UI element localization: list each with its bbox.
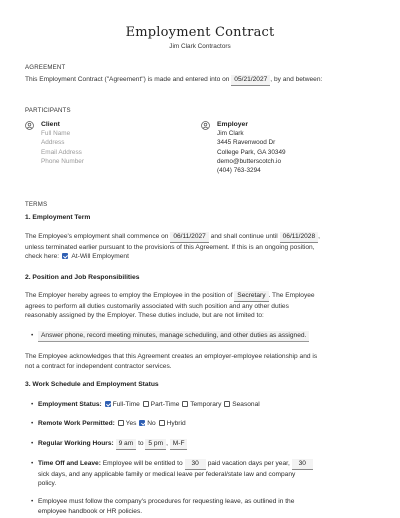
full-time-label: Full-Time (112, 401, 140, 408)
time-off-label: Time Off and Leave: (38, 460, 101, 467)
term1-text-2: and shall continue until (210, 233, 278, 240)
duty-list-item (38, 331, 376, 342)
employer-fields (217, 129, 286, 175)
time-off-item (38, 459, 376, 489)
client-email-field[interactable]: Email Address (41, 148, 82, 156)
remote-no-checkbox[interactable] (139, 420, 145, 426)
part-time-checkbox[interactable] (143, 401, 149, 407)
employer-heading: Employer (217, 121, 248, 128)
user-circle-icon (201, 121, 210, 130)
terms-label: TERMS (25, 201, 48, 208)
user-circle-icon (25, 121, 34, 130)
remote-work-item (38, 419, 376, 429)
employment-status-label: Employment Status: (38, 401, 102, 408)
term2-paragraph (25, 291, 377, 321)
participants-label: PARTICIPANTS (25, 107, 71, 114)
term3-heading: 3. Work Schedule and Employment Status (25, 381, 159, 388)
agreement-text (25, 75, 377, 86)
client-address-field[interactable]: Address (41, 139, 65, 147)
hours-end-field[interactable]: 5 pm (145, 439, 166, 450)
time-off-text-4: policy. (38, 480, 57, 488)
employer-phone: (404) 763-3294 (217, 167, 261, 175)
client-full-name-field[interactable]: Full Name (41, 130, 71, 137)
client-phone-field[interactable]: Phone Number (41, 157, 84, 165)
seasonal-checkbox[interactable] (224, 401, 230, 407)
leave-policy-text-2: employee handbook or HR policies. (38, 507, 143, 515)
term2-ack-paragraph (25, 352, 377, 371)
agreement-text-before: This Employment Contract ("Agreement") is made and entered into on (25, 76, 230, 83)
term2-text-1: The Employer hereby agrees to employ the Employee in the position of (25, 292, 233, 299)
working-hours-label: Regular Working Hours: (38, 440, 114, 447)
time-off-text-1: Employee will be entitled to (102, 460, 183, 467)
work-days-field[interactable]: M-F (170, 439, 188, 450)
hours-to-text: to (138, 440, 144, 447)
seasonal-label: Seasonal (232, 401, 260, 408)
remote-yes-checkbox[interactable] (118, 420, 124, 426)
term2-text-6: not a contract for independent contractor services. (25, 362, 172, 370)
employer-city: College Park, GA 30349 (217, 148, 286, 156)
term1-text-3: , (318, 233, 320, 240)
leave-policy-text-1: • Employee must follow the company's procedures for requesting leave, as outlined in the (38, 498, 295, 505)
vacation-days-field[interactable]: 30 (185, 459, 206, 470)
term2-heading: 2. Position and Job Responsibilities (25, 274, 140, 281)
sick-days-field[interactable]: 30 (292, 459, 313, 470)
temporary-checkbox[interactable] (182, 401, 188, 407)
working-hours-item: • Regular Working Hours: 9 am to 5 pm , M-F (38, 439, 376, 450)
remote-yes-label: Yes (125, 420, 137, 427)
agreement-text-after: , by and between: (270, 76, 323, 83)
term1-heading: 1. Employment Term (25, 214, 91, 221)
term1-paragraph (25, 232, 377, 262)
end-date-field[interactable]: 06/11/2028 (280, 232, 319, 243)
term1-text-1: The Employee's employment shall commence on (25, 233, 169, 240)
company-name: Jim Clark Contractors (169, 43, 231, 50)
term1-text-5: check here: (25, 253, 60, 261)
term2-text-5: The Employee acknowledges that this Agreement creates an employer-employee relationship and is (25, 353, 318, 360)
term2-text-2: . The Employee (268, 292, 315, 299)
employer-email: demo@butterscotch.io (217, 157, 282, 165)
position-field[interactable]: Secretary (234, 291, 268, 302)
term2-text-3: agrees to perform all duties customarily associated with such position and any other duties (25, 302, 289, 310)
employment-status-item (38, 400, 376, 410)
duties-field[interactable]: Answer phone, record meeting minutes, manage scheduling, and other duties as assigned. (38, 331, 309, 342)
agreement-label: AGREEMENT (25, 64, 66, 71)
leave-policy-item (38, 497, 376, 516)
client-fields (41, 129, 84, 166)
remote-hybrid-label: Hybrid (166, 420, 186, 427)
client-heading: Client (41, 121, 60, 128)
part-time-label: Part-Time (150, 401, 180, 408)
employer-street: 3445 Ravenwood Dr (217, 139, 276, 147)
at-will-checkbox[interactable] (62, 253, 68, 259)
time-off-text-3: sick days, and any applicable family or medical leave per federal/state law and company (38, 470, 296, 478)
remote-hybrid-checkbox[interactable] (159, 420, 165, 426)
employer-name: Jim Clark (217, 130, 244, 137)
temporary-label: Temporary (190, 401, 222, 408)
term2-text-4: reasonably assigned by the Employer. These duties include, but are not limited to: (25, 312, 264, 320)
document-title: Employment Contract (125, 25, 275, 40)
start-date-field[interactable]: 06/11/2027 (170, 232, 209, 243)
remote-work-label: Remote Work Permitted: (38, 420, 115, 427)
term1-text-4: unless terminated earlier pursuant to the provisions of this Agreement. If this is an ongoing position, (25, 243, 315, 251)
at-will-label: At-Will Employment (71, 253, 129, 261)
agreement-date-field[interactable]: 05/21/2027 (231, 75, 270, 86)
full-time-checkbox[interactable] (105, 401, 111, 407)
remote-no-label: No (147, 420, 156, 427)
time-off-text-2: paid vacation days per year, (207, 460, 290, 467)
hours-start-field[interactable]: 9 am (116, 439, 137, 450)
